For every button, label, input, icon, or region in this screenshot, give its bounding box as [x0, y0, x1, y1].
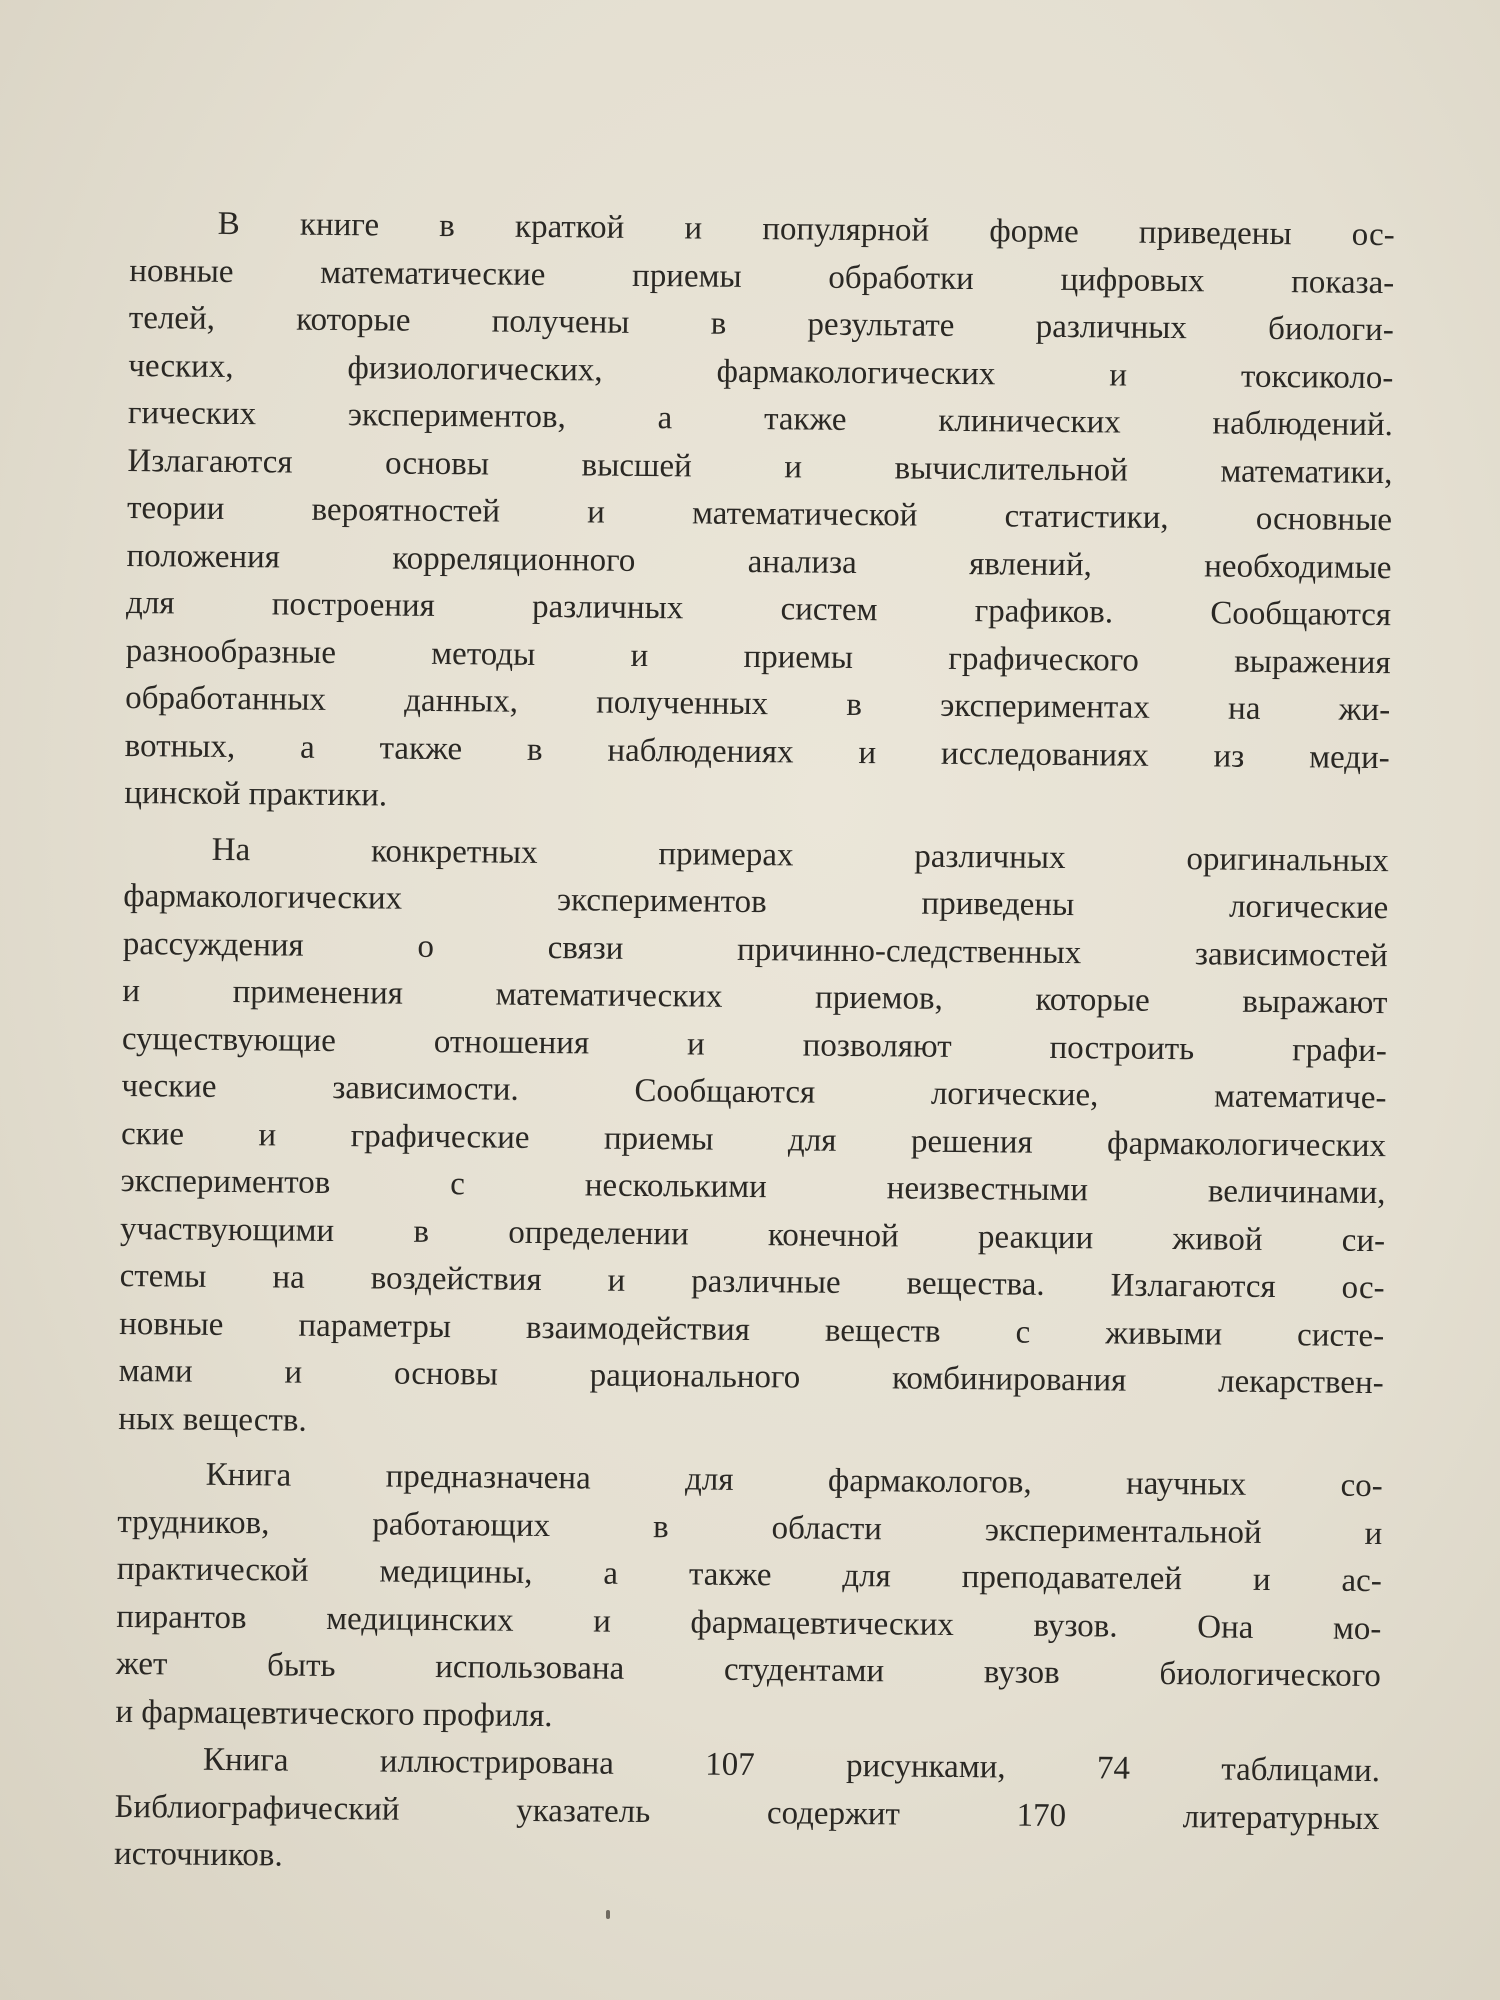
- text-line: новные математические приемы обработки цифровых показа-: [129, 252, 1395, 301]
- text-line: и фармацевтического профиля.: [115, 1693, 553, 1734]
- text-line: разнообразные методы и приемы графического выражения: [125, 632, 1391, 681]
- text-line: цинской практики.: [124, 774, 388, 814]
- text-line: рассуждения о связи причинно-следственных зависимостей: [122, 925, 1388, 974]
- text-line: Книга предназначена для фармакологов, научных со-: [205, 1456, 1383, 1505]
- text-line: жет быть использована студентами вузов биологического: [115, 1645, 1382, 1695]
- text-line: Книга иллюстрирована 107 рисунками, 74 таблицами.: [202, 1741, 1381, 1790]
- text-line: телей, которые получены в результате различных биологи-: [128, 299, 1394, 349]
- paragraph-3: [115, 1451, 1383, 1748]
- text-line: фармакологических экспериментов приведены логические: [123, 877, 1389, 927]
- annotation-text: [114, 200, 1395, 1891]
- text-line: ных веществ.: [118, 1400, 307, 1439]
- text-line: существующие отношения и позволяют построить графи-: [121, 1020, 1388, 1069]
- text-line: На конкретных примерах различных оригинальных: [211, 831, 1389, 879]
- text-line: практической медицины, а также для преподавателей и ас-: [116, 1550, 1382, 1600]
- text-line: положения корреляционного анализа явлений, необходимые: [126, 537, 1392, 586]
- text-line: участвующими в определении конечной реакции живой си-: [119, 1210, 1386, 1259]
- paragraph-4: [114, 1736, 1380, 1891]
- text-line: трудников, работающих в области экспериментальной и: [117, 1503, 1383, 1552]
- text-line: Излагаются основы высшей и вычислительной математики,: [127, 442, 1393, 491]
- paragraph-2: [118, 825, 1389, 1455]
- text-line: ческие зависимости. Сообщаются логические, математиче-: [121, 1067, 1387, 1117]
- paragraph-1: [124, 200, 1395, 830]
- text-line: мами и основы рационального комбинирования лекарствен-: [118, 1352, 1384, 1402]
- text-line: источников.: [113, 1835, 283, 1874]
- text-line: стемы на воздействия и различные вещества. Излагаются ос-: [119, 1257, 1385, 1307]
- text-line: для построения различных систем графиков. Сообщаются: [125, 584, 1392, 634]
- text-line: обработанных данных, полученных в экспериментах на жи-: [125, 679, 1391, 729]
- text-line: гических экспериментов, а также клинических наблюдений.: [127, 394, 1394, 444]
- text-line: В книге в краткой и популярной форме приведены ос-: [217, 205, 1395, 254]
- text-line: Библиографический указатель содержит 170 литературных: [114, 1788, 1380, 1837]
- text-line: вотных, а также в наблюдениях и исследованиях из меди-: [124, 727, 1390, 776]
- text-line: экспериментов с несколькими неизвестными величинами,: [120, 1162, 1386, 1212]
- text-line: и применения математических приемов, которые выражают: [122, 972, 1388, 1022]
- text-line: ские и графические приемы для решения фармакологических: [120, 1115, 1387, 1164]
- text-line: пирантов медицинских и фармацевтических вузов. Она мо-: [116, 1598, 1382, 1647]
- text-line: теории вероятностей и математической статистики, основные: [126, 489, 1393, 539]
- page-speck: [606, 1910, 610, 1919]
- text-line: ческих, физиологических, фармакологических и токсиколо-: [128, 347, 1394, 396]
- text-line: новные параметры взаимодействия веществ с живыми систе-: [119, 1305, 1385, 1354]
